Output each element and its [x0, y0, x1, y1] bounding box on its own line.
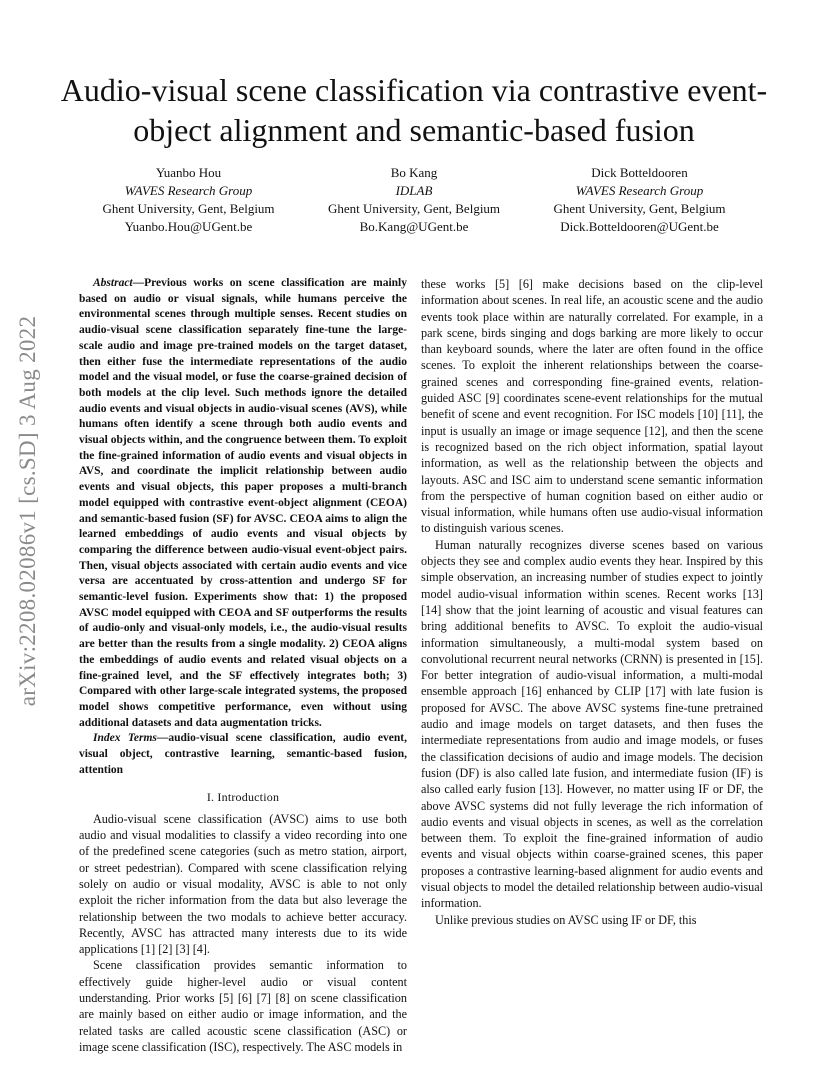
paragraph: Unlike previous studies on AVSC using IF or DF, this [435, 912, 697, 927]
author-group: IDLAB [395, 183, 433, 198]
author-3 [527, 164, 752, 236]
index-terms [79, 731, 407, 778]
author-name: Bo Kang [390, 165, 438, 180]
author-name: Dick Botteldooren [591, 165, 688, 180]
paper-title: Audio-visual scene classification via contrastive event-object alignment and semantic-based fusion [60, 72, 768, 148]
arxiv-watermark: arXiv:2208.02086v1 [cs.SD] 3 Aug 2022 [15, 315, 40, 707]
paragraph: Audio-visual scene classification (AVSC) aims to use both audio and visual modalities to classify a video recording into one of the predefined scene categories (such as metro station, airport, or street pedestrian). Compared with scene classification relying solely on audio or visual modality, AVSC is able to not only exploit the richer information from the data but also leverage the relationship between the two modals to achieve better accuracy. Recently, AVSC has attracted many interests due to its wide applications [1] [2] [3] [4]. [79, 811, 407, 957]
paragraph: these works [5] [6] make decisions based on the clip-level information about scenes. In real life, an acoustic scene and the audio events took place within are naturally correlated. For example, in a park scene, birds singing and dogs barking are more likely to occur than keyboard sounds, where the later are often found in the office scenes. To exploit the inherent relationships between the coarse-grained scenes and corresponding fine-grained events, relation-guided ASC [9] coordinates scene-event relationships for the mutual benefit of scene and event recognition. For ISC models [10] [11], the input is usually an image or image sequence [12], and then the scene is recognized based on the rich object information, spatial layout information, as well as the relationship between the objects and layouts. ASC and ISC aim to understand scene semantic information from the perspective of human cognition based on either audio or visual information, while humans often use audio-visual information to distinguish various scenes. [421, 277, 763, 536]
left-column [79, 276, 407, 1055]
paragraph: Human naturally recognizes diverse scenes based on various objects they see and complex audio events they hear. Inspired by this simple observation, an increasing number of studies expect to jointly model audio-visual information within scenes. Recent works [13] [14] show that the joint learning of acoustic and visual features can bring additional benefits to AVSC. To exploit the audio-visual information simultaneously, a multi-modal system based on convolutional recurrent neural networks (CRNN) is presented in [15]. For better integration of audio-visual information, a multi-modal ensemble approach [16] enhanced by CLIP [17] with late fusion is proposed for AVSC. The above AVSC systems fine-tune pretrained audio and image models on target datasets, and then fuses the intermediate representations from audio and image models, or fuses the classification decisions of audio and image models. The decision fusion (DF) is also called late fusion, and intermediate fusion (IF) is also called early fusion [13]. However, no matter using IF or DF, the above AVSC systems did not fully leverage the rich information of audio events and visual objects in scenes, as well as the correlation between them. To exploit the fine-grained information of audio events and visual objects within coarse-grained scenes, this paper proposes a contrastive learning-based alignment for audio events and visual objects to model the detailed relationship between audio-visual information. [421, 537, 763, 911]
author-block [76, 164, 752, 236]
author-email: Yuanbo.Hou@UGent.be [124, 219, 253, 234]
author-group: WAVES Research Group [575, 183, 704, 198]
author-1 [76, 164, 301, 236]
right-column [421, 276, 763, 928]
author-group: WAVES Research Group [124, 183, 253, 198]
abstract-text: —Previous works on scene classification are mainly based on audio or visual signals, while humans perceive the environmental scenes through multiple senses. Recent studies on audio-visual scene classification separately fine-tune the large-scale audio and image pre-trained models on the target dataset, then either fuse the intermediate representations of the audio model and the visual model, or fuse the coarse-grained decision of both models at the clip level. Such methods ignore the detailed audio events and visual objects in audio-visual scenes (AVS), while humans often identify a scene through both audio events and visual objects within, and the congruence between them. To exploit the fine-grained information of audio events and visual objects in AVS, and coordinate the implicit relationship between audio events and visual objects, this paper proposes a multi-branch model equipped with contrastive event-object alignment (CEOA) and semantic-based fusion (SF) for AVSC. CEOA aims to align the learned embeddings of audio events and visual objects by comparing the difference between audio-visual event-object pairs. Then, visual objects associated with certain audio events and vice versa are accentuated by cross-attention and undergo SF for semantic-level fusion. Experiments show that: 1) the proposed AVSC model equipped with CEOA and SF outperforms the results of audio-only and visual-only models, i.e., the audio-visual results are better than the results from a single modality. 2) CEOA aligns the embeddings of audio events and related visual objects on a fine-grained level, and the SF effectively integrates both; 3) Compared with other large-scale integrated systems, the proposed model shows competitive performance, even without using additional datasets and data augmentation tricks. [79, 277, 407, 729]
author-affiliation: Ghent University, Gent, Belgium [553, 201, 726, 216]
index-terms-text: —audio-visual scene classification, audio event, visual object, contrastive learning, semantic-based fusion, attention [79, 732, 407, 776]
author-email: Dick.Botteldooren@UGent.be [560, 219, 719, 234]
author-name: Yuanbo Hou [155, 165, 222, 180]
author-2 [302, 164, 527, 236]
author-email: Bo.Kang@UGent.be [359, 219, 469, 234]
section-heading: I. Introduction [206, 789, 280, 804]
index-terms-label: Index Terms [93, 732, 157, 745]
abstract-label: Abstract [93, 277, 133, 289]
abstract [79, 276, 407, 731]
author-affiliation: Ghent University, Gent, Belgium [102, 201, 275, 216]
author-affiliation: Ghent University, Gent, Belgium [327, 201, 501, 216]
paragraph: Scene classification provides semantic information to effectively guide higher-level audio or visual content understanding. Prior works [5] [6] [7] [8] on scene classification are mainly based on either audio or image information, and the related tasks are called acoustic scene classification (ASC) or image scene classification (ISC), respectively. The ASC models in [79, 958, 407, 1054]
